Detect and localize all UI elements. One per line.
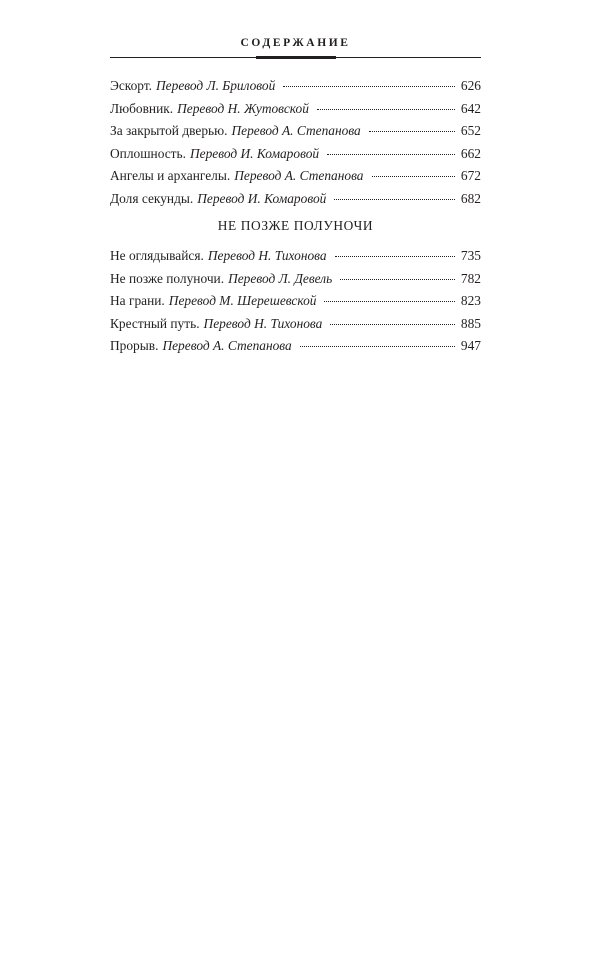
dot-leader <box>340 279 455 280</box>
dot-leader <box>372 176 455 177</box>
entry-title: Крестный путь. <box>110 315 200 331</box>
entry-translator: Перевод И. Комаровой <box>197 190 327 206</box>
header-rule <box>110 56 481 59</box>
toc-list-part2 <box>110 245 481 358</box>
toc-entry[interactable] <box>110 335 481 358</box>
header-rule-right <box>336 57 482 58</box>
entry-page-number: 823 <box>460 293 481 309</box>
running-title: СОДЕРЖАНИЕ <box>240 37 351 49</box>
section-heading: НЕ ПОЗЖЕ ПОЛУНОЧИ <box>217 218 374 233</box>
entry-page-number: 626 <box>460 78 481 93</box>
dot-leader <box>334 199 455 200</box>
toc-list-part1 <box>110 75 481 211</box>
entry-title: Эскорт. <box>110 78 153 93</box>
toc-entry[interactable] <box>110 75 481 98</box>
entry-page-number: 735 <box>460 248 481 263</box>
entry-translator: Перевод М. Шерешевской <box>168 293 317 309</box>
dot-leader <box>327 154 455 155</box>
entry-page-number: 782 <box>460 270 481 286</box>
dot-leader <box>335 256 455 257</box>
entry-translator: Перевод Л. Бриловой <box>156 78 276 93</box>
entry-translator: Перевод Л. Девель <box>228 270 333 286</box>
toc-entry[interactable] <box>110 120 481 143</box>
dot-leader <box>317 109 455 110</box>
dot-leader <box>369 131 455 132</box>
entry-page-number: 947 <box>460 338 481 354</box>
entry-page-number: 672 <box>460 168 481 184</box>
toc-entry[interactable] <box>110 268 481 291</box>
toc-entry[interactable] <box>110 98 481 121</box>
dot-leader <box>300 346 455 347</box>
entry-title: Доля секунды. <box>110 190 194 206</box>
toc-entry[interactable] <box>110 143 481 166</box>
entry-title: Ангелы и архангелы. <box>110 168 231 184</box>
entry-translator: Перевод А. Степанова <box>231 123 361 139</box>
toc-entry[interactable] <box>110 245 481 268</box>
entry-title: Любовник. <box>110 100 174 116</box>
entry-title: Оплошность. <box>110 145 186 161</box>
header-rule-left <box>110 57 256 58</box>
entry-translator: Перевод А. Степанова <box>234 168 364 184</box>
entry-page-number: 662 <box>460 145 481 161</box>
entry-page-number: 682 <box>460 190 481 206</box>
entry-title: За закрытой дверью. <box>110 123 228 139</box>
entry-title: Прорыв. <box>110 338 159 354</box>
entry-title: Не позже полуночи. <box>110 270 225 286</box>
dot-leader <box>330 324 455 325</box>
entry-title: Не оглядывайся. <box>110 248 204 263</box>
header-rule-center <box>256 56 336 59</box>
dot-leader <box>324 301 454 302</box>
toc-entry[interactable] <box>110 290 481 313</box>
entry-translator: Перевод Н. Тихонова <box>207 248 327 263</box>
dot-leader <box>283 86 455 87</box>
entry-page-number: 885 <box>460 315 481 331</box>
toc-entry[interactable] <box>110 188 481 211</box>
page-header <box>110 36 481 59</box>
entry-translator: Перевод Н. Тихонова <box>203 315 323 331</box>
entry-translator: Перевод Н. Жутовской <box>177 100 309 116</box>
toc-entry[interactable] <box>110 165 481 188</box>
entry-page-number: 652 <box>460 123 481 139</box>
entry-title: На грани. <box>110 293 165 309</box>
toc-entry[interactable] <box>110 313 481 336</box>
entry-page-number: 642 <box>460 100 481 116</box>
entry-translator: Перевод И. Комаровой <box>189 145 320 161</box>
entry-translator: Перевод А. Степанова <box>162 338 292 354</box>
